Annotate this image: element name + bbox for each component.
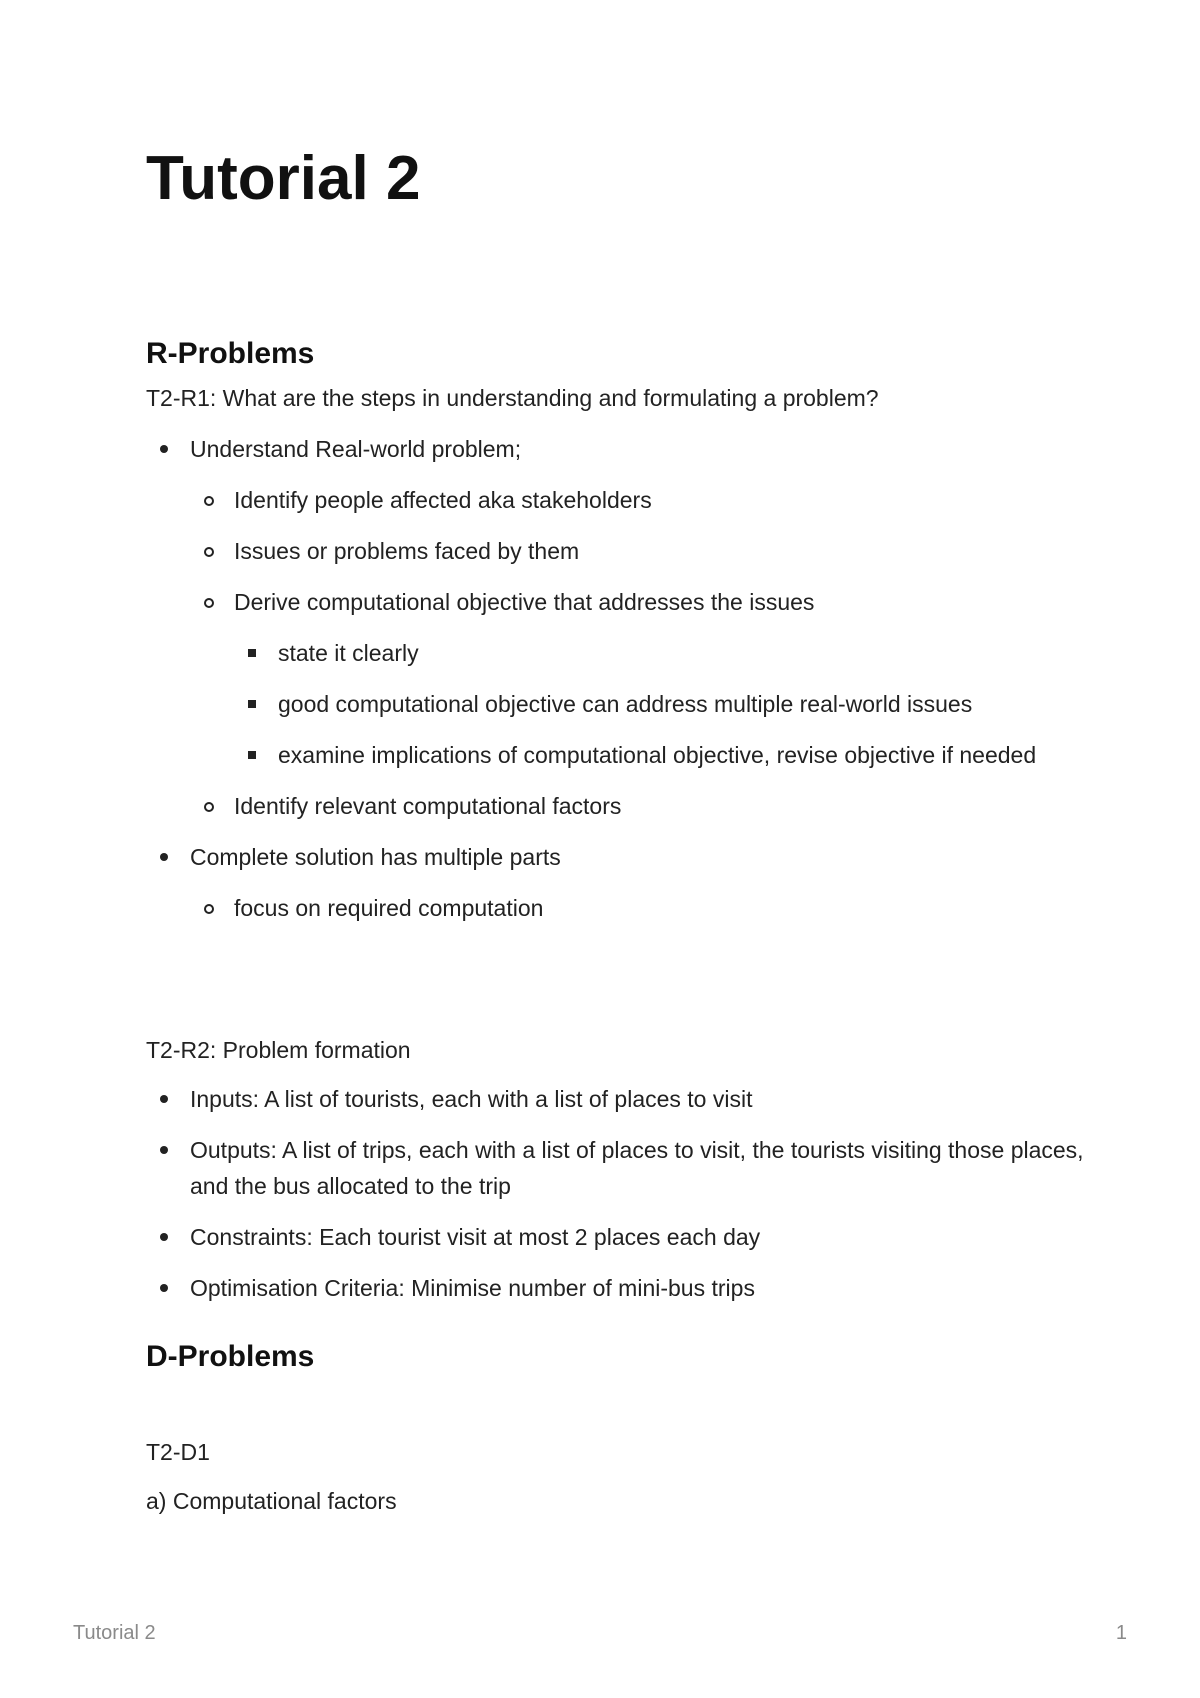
r1-bullet-list bbox=[146, 431, 1076, 941]
list-item bbox=[146, 1270, 1076, 1306]
filled-circle-bullet-icon bbox=[160, 445, 168, 453]
list-item-text: Optimisation Criteria: Minimise number of mini-bus trips bbox=[190, 1275, 755, 1301]
question-t2-r2: T2-R2: Problem formation bbox=[146, 1037, 411, 1063]
filled-circle-bullet-icon bbox=[160, 1095, 168, 1103]
list-item-text: state it clearly bbox=[278, 640, 419, 666]
footer-page-number: 1 bbox=[1115, 1622, 1127, 1644]
list-item bbox=[146, 635, 1076, 671]
filled-circle-bullet-icon bbox=[160, 1284, 168, 1292]
r2-bullet-list bbox=[146, 1081, 1084, 1321]
list-item bbox=[146, 584, 1076, 620]
list-item-text: Inputs: A list of tourists, each with a list of places to visit bbox=[190, 1086, 753, 1112]
list-item-text: Outputs: A list of trips, each with a list of places to visit, the tourists visiting those places, and the bus allocated to the trip bbox=[190, 1137, 1084, 1199]
hollow-circle-bullet-icon bbox=[204, 904, 214, 914]
question-t2-d1: T2-D1 bbox=[146, 1439, 210, 1465]
list-item-text: good computational objective can address multiple real-world issues bbox=[278, 691, 973, 717]
list-item bbox=[146, 686, 1076, 722]
list-item bbox=[146, 839, 1076, 875]
list-item bbox=[146, 890, 1076, 926]
list-item-text: Complete solution has multiple parts bbox=[190, 844, 561, 870]
page-title: Tutorial 2 bbox=[146, 144, 421, 213]
hollow-circle-bullet-icon bbox=[204, 496, 214, 506]
square-bullet-icon bbox=[248, 700, 256, 708]
list-item-text: Identify relevant computational factors bbox=[234, 793, 622, 819]
square-bullet-icon bbox=[248, 649, 256, 657]
list-item bbox=[146, 737, 1143, 773]
list-item bbox=[146, 1081, 1076, 1117]
list-item bbox=[146, 482, 1076, 518]
list-item bbox=[146, 788, 1076, 824]
question-t2-r1: T2-R1: What are the steps in understanding and formulating a problem? bbox=[146, 385, 879, 411]
list-item-text: Derive computational objective that addresses the issues bbox=[234, 589, 815, 615]
list-item-text: Issues or problems faced by them bbox=[234, 538, 580, 564]
hollow-circle-bullet-icon bbox=[204, 802, 214, 812]
filled-circle-bullet-icon bbox=[160, 853, 168, 861]
list-item bbox=[146, 1219, 1076, 1255]
hollow-circle-bullet-icon bbox=[204, 547, 214, 557]
list-item bbox=[146, 533, 1076, 569]
list-item-text: Constraints: Each tourist visit at most 2 places each day bbox=[190, 1224, 761, 1250]
list-item-text: examine implications of computational objective, revise objective if needed bbox=[278, 742, 1037, 768]
question-t2-d1-part-a: a) Computational factors bbox=[146, 1488, 397, 1514]
filled-circle-bullet-icon bbox=[160, 1233, 168, 1241]
list-item-text: focus on required computation bbox=[234, 895, 544, 921]
section-heading-r-problems: R-Problems bbox=[146, 337, 315, 370]
list-item-text: Understand Real-world problem; bbox=[190, 436, 522, 462]
filled-circle-bullet-icon bbox=[160, 1146, 168, 1154]
square-bullet-icon bbox=[248, 751, 256, 759]
hollow-circle-bullet-icon bbox=[204, 598, 214, 608]
list-item bbox=[146, 1132, 1090, 1204]
list-item-text: Identify people affected aka stakeholders bbox=[234, 487, 652, 513]
list-item bbox=[146, 431, 1076, 467]
section-heading-d-problems: D-Problems bbox=[146, 1340, 315, 1373]
footer-document-title: Tutorial 2 bbox=[73, 1622, 156, 1644]
